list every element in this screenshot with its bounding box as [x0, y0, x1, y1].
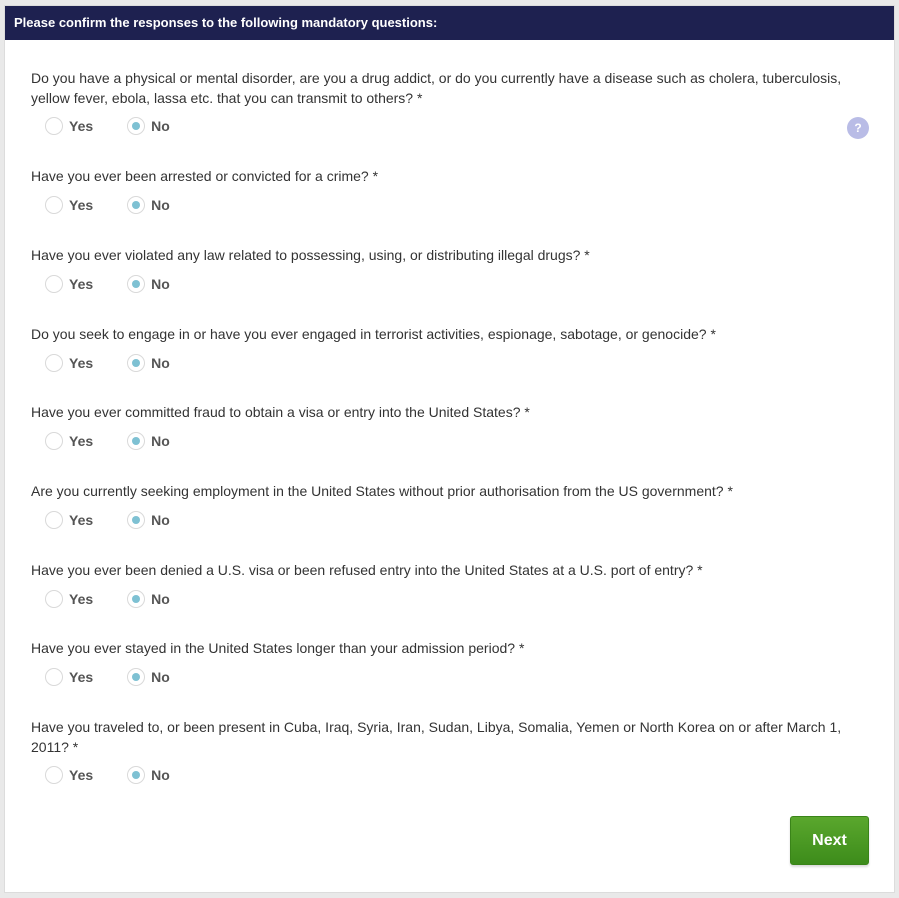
- yes-label: Yes: [69, 591, 94, 607]
- section-header: Please confirm the responses to the following mandatory questions:: [5, 6, 894, 40]
- question-text: Have you traveled to, or been present in Cuba, Iraq, Syria, Iran, Sudan, Libya, Somalia, Yemen or North Korea on or after March 1, 2011? *: [31, 719, 842, 755]
- question-text: Have you ever been denied a U.S. visa or been refused entry into the United States at a U.S. port of entry? *: [31, 562, 703, 578]
- question-3: [31, 245, 851, 294]
- yes-radio[interactable]: [45, 275, 63, 293]
- radio-group: [31, 667, 851, 687]
- no-option[interactable]: [113, 117, 170, 135]
- no-label: No: [151, 355, 170, 371]
- radio-group: [31, 510, 851, 530]
- yes-option[interactable]: [31, 354, 93, 372]
- yes-radio[interactable]: [45, 196, 63, 214]
- question-text: Do you seek to engage in or have you ever engaged in terrorist activities, espionage, sabotage, or genocide? *: [31, 326, 716, 342]
- question-8: [31, 638, 851, 687]
- no-radio[interactable]: [127, 117, 145, 135]
- question-text: Have you ever been arrested or convicted for a crime? *: [31, 168, 379, 184]
- no-option[interactable]: [113, 766, 170, 784]
- yes-label: Yes: [69, 767, 94, 783]
- no-label: No: [151, 197, 170, 213]
- yes-option[interactable]: [31, 766, 93, 784]
- no-radio[interactable]: [127, 590, 145, 608]
- yes-radio[interactable]: [45, 354, 63, 372]
- yes-radio[interactable]: [45, 668, 63, 686]
- no-label: No: [151, 276, 170, 292]
- no-option[interactable]: [113, 354, 170, 372]
- no-label: No: [151, 669, 170, 685]
- no-option[interactable]: [113, 275, 170, 293]
- yes-option[interactable]: [31, 590, 93, 608]
- no-radio[interactable]: [127, 766, 145, 784]
- yes-label: Yes: [69, 669, 94, 685]
- yes-option[interactable]: [31, 117, 93, 135]
- yes-radio[interactable]: [45, 590, 63, 608]
- question-7: [31, 560, 851, 609]
- no-radio[interactable]: [127, 354, 145, 372]
- yes-radio[interactable]: [45, 117, 63, 135]
- yes-radio[interactable]: [45, 766, 63, 784]
- radio-group: [31, 589, 851, 609]
- question-6: [31, 481, 851, 530]
- question-1: [31, 68, 851, 136]
- no-radio[interactable]: [127, 511, 145, 529]
- question-text: Are you currently seeking employment in the United States without prior authorisation from the US government? *: [31, 483, 733, 499]
- no-option[interactable]: [113, 196, 170, 214]
- radio-group: [31, 274, 851, 294]
- no-label: No: [151, 767, 170, 783]
- radio-group: [31, 765, 851, 785]
- radio-group: [31, 116, 851, 136]
- no-radio[interactable]: [127, 196, 145, 214]
- no-option[interactable]: [113, 590, 170, 608]
- yes-option[interactable]: [31, 432, 93, 450]
- radio-group: [31, 431, 851, 451]
- question-9: [31, 717, 851, 785]
- no-label: No: [151, 118, 170, 134]
- yes-option[interactable]: [31, 196, 93, 214]
- question-4: [31, 324, 851, 373]
- question-2: [31, 166, 851, 215]
- yes-label: Yes: [69, 276, 94, 292]
- yes-radio[interactable]: [45, 511, 63, 529]
- yes-radio[interactable]: [45, 432, 63, 450]
- no-label: No: [151, 591, 170, 607]
- no-label: No: [151, 512, 170, 528]
- no-radio[interactable]: [127, 275, 145, 293]
- question-text: Do you have a physical or mental disorder, are you a drug addict, or do you currently have a disease such as cholera, tuberculosis, yellow fever, ebola, lassa etc. that you can transmit to others? *: [31, 70, 842, 106]
- no-radio[interactable]: [127, 432, 145, 450]
- question-text: Have you ever stayed in the United States longer than your admission period? *: [31, 640, 525, 656]
- question-text: Have you ever committed fraud to obtain a visa or entry into the United States? *: [31, 404, 530, 420]
- radio-group: [31, 195, 851, 215]
- yes-label: Yes: [69, 118, 94, 134]
- yes-option[interactable]: [31, 275, 93, 293]
- no-radio[interactable]: [127, 668, 145, 686]
- next-button[interactable]: Next: [790, 816, 869, 865]
- radio-group: [31, 353, 851, 373]
- question-5: [31, 402, 851, 451]
- no-option[interactable]: [113, 511, 170, 529]
- no-option[interactable]: [113, 432, 170, 450]
- yes-label: Yes: [69, 355, 94, 371]
- yes-option[interactable]: [31, 511, 93, 529]
- yes-option[interactable]: [31, 668, 93, 686]
- yes-label: Yes: [69, 433, 94, 449]
- no-label: No: [151, 433, 170, 449]
- question-icon[interactable]: ?: [847, 117, 869, 139]
- form-panel: [4, 5, 895, 893]
- yes-label: Yes: [69, 512, 94, 528]
- yes-label: Yes: [69, 197, 94, 213]
- no-option[interactable]: [113, 668, 170, 686]
- question-text: Have you ever violated any law related to possessing, using, or distributing illegal drugs? *: [31, 247, 590, 263]
